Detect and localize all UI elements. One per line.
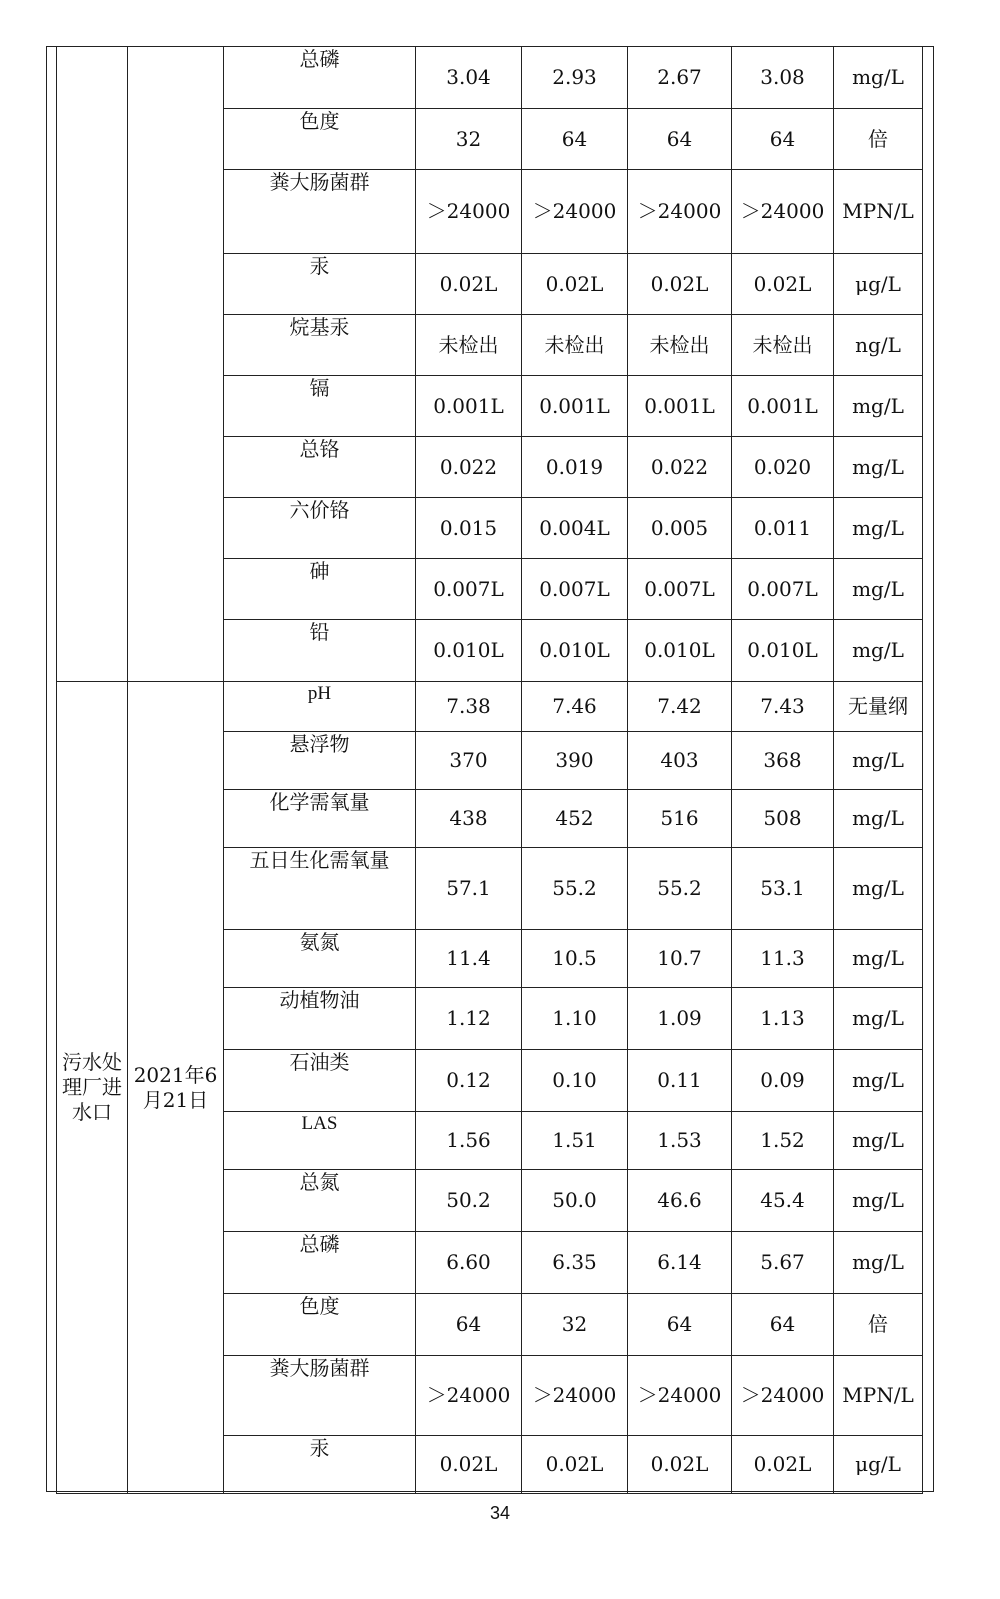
measurement-value: 0.02L <box>416 1436 522 1494</box>
measurement-value: 50.0 <box>522 1170 628 1232</box>
table-body <box>57 47 923 1494</box>
parameter-name: 烷基汞 <box>224 315 416 376</box>
unit-cell: mg/L <box>834 930 923 988</box>
unit-cell: mg/L <box>834 1112 923 1170</box>
unit-cell: mg/L <box>834 790 923 848</box>
unit-cell: mg/L <box>834 988 923 1050</box>
sampling-date-cell: 2021年6月21日 <box>128 682 224 1494</box>
parameter-name: 总磷 <box>224 47 416 109</box>
measurement-value: 3.08 <box>732 47 834 109</box>
parameter-name: 粪大肠菌群 <box>224 170 416 254</box>
parameter-name: 砷 <box>224 559 416 620</box>
unit-cell: mg/L <box>834 437 923 498</box>
measurement-value: 1.09 <box>628 988 732 1050</box>
measurement-value: 0.022 <box>628 437 732 498</box>
unit-cell: mg/L <box>834 732 923 790</box>
measurement-value: 1.51 <box>522 1112 628 1170</box>
measurement-value: 7.42 <box>628 682 732 732</box>
unit-cell: mg/L <box>834 620 923 682</box>
parameter-name: LAS <box>224 1112 416 1170</box>
measurement-value: 0.020 <box>732 437 834 498</box>
sampling-date-cell <box>128 47 224 682</box>
measurement-value: 未检出 <box>732 315 834 376</box>
measurement-value: 0.12 <box>416 1050 522 1112</box>
measurement-value: 0.005 <box>628 498 732 559</box>
measurement-value: 0.015 <box>416 498 522 559</box>
measurement-value: 438 <box>416 790 522 848</box>
measurement-value: 46.6 <box>628 1170 732 1232</box>
unit-cell: MPN/L <box>834 1356 923 1436</box>
measurement-value: 0.001L <box>522 376 628 437</box>
measurement-value: 0.011 <box>732 498 834 559</box>
unit-cell: mg/L <box>834 1050 923 1112</box>
parameter-name: 六价铬 <box>224 498 416 559</box>
unit-cell: μg/L <box>834 254 923 315</box>
table-row <box>57 682 923 732</box>
unit-cell: 无量纲 <box>834 682 923 732</box>
parameter-name: 动植物油 <box>224 988 416 1050</box>
measurement-value: 390 <box>522 732 628 790</box>
parameter-name: pH <box>224 682 416 732</box>
measurement-value: 0.022 <box>416 437 522 498</box>
unit-cell: 倍 <box>834 109 923 170</box>
measurement-value: 0.02L <box>628 1436 732 1494</box>
parameter-name: 石油类 <box>224 1050 416 1112</box>
measurement-value: 2.67 <box>628 47 732 109</box>
unit-cell: μg/L <box>834 1436 923 1494</box>
measurement-value: 64 <box>416 1294 522 1356</box>
unit-cell: mg/L <box>834 1170 923 1232</box>
measurement-value: 370 <box>416 732 522 790</box>
measurement-value: ＞24000 <box>628 1356 732 1436</box>
unit-cell: mg/L <box>834 1232 923 1294</box>
unit-cell: mg/L <box>834 47 923 109</box>
measurement-value: 6.14 <box>628 1232 732 1294</box>
measurement-value: 未检出 <box>628 315 732 376</box>
measurement-value: 0.10 <box>522 1050 628 1112</box>
measurement-value: 0.02L <box>732 254 834 315</box>
measurement-value: 0.007L <box>416 559 522 620</box>
measurement-value: 516 <box>628 790 732 848</box>
measurement-value: 403 <box>628 732 732 790</box>
parameter-name: 氨氮 <box>224 930 416 988</box>
measurement-value: 0.019 <box>522 437 628 498</box>
measurement-value: 508 <box>732 790 834 848</box>
parameter-name: 粪大肠菌群 <box>224 1356 416 1436</box>
measurement-value: 64 <box>628 109 732 170</box>
measurement-value: ＞24000 <box>628 170 732 254</box>
measurement-value: 45.4 <box>732 1170 834 1232</box>
parameter-name: 铅 <box>224 620 416 682</box>
parameter-name: 镉 <box>224 376 416 437</box>
measurement-value: ＞24000 <box>522 1356 628 1436</box>
measurement-value: 10.7 <box>628 930 732 988</box>
measurement-value: 64 <box>522 109 628 170</box>
measurement-value: 1.53 <box>628 1112 732 1170</box>
measurement-value: 10.5 <box>522 930 628 988</box>
measurement-value: 50.2 <box>416 1170 522 1232</box>
measurement-value: 11.3 <box>732 930 834 988</box>
parameter-name: 汞 <box>224 254 416 315</box>
measurement-value: 32 <box>522 1294 628 1356</box>
measurement-value: 0.010L <box>522 620 628 682</box>
measurement-value: 0.007L <box>522 559 628 620</box>
measurement-value: ＞24000 <box>416 1356 522 1436</box>
measurement-value: 0.007L <box>732 559 834 620</box>
measurement-value: 7.38 <box>416 682 522 732</box>
measurement-value: 0.001L <box>628 376 732 437</box>
measurement-value: 未检出 <box>522 315 628 376</box>
measurement-value: 53.1 <box>732 848 834 930</box>
measurement-value: 0.11 <box>628 1050 732 1112</box>
unit-cell: 倍 <box>834 1294 923 1356</box>
parameter-name: 汞 <box>224 1436 416 1494</box>
measurement-value: 1.56 <box>416 1112 522 1170</box>
measurement-value: 64 <box>732 1294 834 1356</box>
measurement-value: 7.46 <box>522 682 628 732</box>
measurement-value: 452 <box>522 790 628 848</box>
parameter-name: 化学需氧量 <box>224 790 416 848</box>
parameter-name: 总氮 <box>224 1170 416 1232</box>
measurement-value: ＞24000 <box>522 170 628 254</box>
measurement-value: 0.010L <box>628 620 732 682</box>
measurement-value: 0.02L <box>628 254 732 315</box>
unit-cell: mg/L <box>834 498 923 559</box>
unit-cell: mg/L <box>834 376 923 437</box>
parameter-name: 总磷 <box>224 1232 416 1294</box>
measurement-value: 7.43 <box>732 682 834 732</box>
measurement-value: 0.004L <box>522 498 628 559</box>
measurement-value: 1.12 <box>416 988 522 1050</box>
sampling-site-cell <box>57 47 128 682</box>
measurement-value: 5.67 <box>732 1232 834 1294</box>
measurement-value: 0.001L <box>416 376 522 437</box>
measurement-value: 0.02L <box>522 1436 628 1494</box>
measurement-value: 64 <box>628 1294 732 1356</box>
measurement-value: 55.2 <box>522 848 628 930</box>
measurement-value: 0.02L <box>732 1436 834 1494</box>
measurement-value: 3.04 <box>416 47 522 109</box>
measurement-value: ＞24000 <box>732 170 834 254</box>
measurement-value: 32 <box>416 109 522 170</box>
measurement-value: 0.09 <box>732 1050 834 1112</box>
monitoring-results-table <box>56 46 923 1494</box>
measurement-value: 1.52 <box>732 1112 834 1170</box>
parameter-name: 色度 <box>224 1294 416 1356</box>
measurement-value: 64 <box>732 109 834 170</box>
parameter-name: 悬浮物 <box>224 732 416 790</box>
table-row <box>57 47 923 109</box>
unit-cell: MPN/L <box>834 170 923 254</box>
measurement-value: 1.10 <box>522 988 628 1050</box>
unit-cell: mg/L <box>834 559 923 620</box>
measurement-value: ＞24000 <box>732 1356 834 1436</box>
measurement-value: ＞24000 <box>416 170 522 254</box>
measurement-value: 未检出 <box>416 315 522 376</box>
measurement-value: 0.001L <box>732 376 834 437</box>
measurement-value: 0.007L <box>628 559 732 620</box>
measurement-value: 57.1 <box>416 848 522 930</box>
measurement-value: 0.010L <box>732 620 834 682</box>
page-number: 34 <box>489 1503 511 1523</box>
parameter-name: 色度 <box>224 109 416 170</box>
measurement-value: 0.010L <box>416 620 522 682</box>
unit-cell: mg/L <box>834 848 923 930</box>
measurement-value: 2.93 <box>522 47 628 109</box>
measurement-value: 0.02L <box>416 254 522 315</box>
measurement-value: 0.02L <box>522 254 628 315</box>
measurement-value: 368 <box>732 732 834 790</box>
unit-cell: ng/L <box>834 315 923 376</box>
sampling-site-cell: 污水处理厂进水口 <box>57 682 128 1494</box>
measurement-value: 1.13 <box>732 988 834 1050</box>
parameter-name: 五日生化需氧量 <box>224 848 416 930</box>
measurement-value: 6.60 <box>416 1232 522 1294</box>
measurement-value: 6.35 <box>522 1232 628 1294</box>
measurement-value: 11.4 <box>416 930 522 988</box>
parameter-name: 总铬 <box>224 437 416 498</box>
measurement-value: 55.2 <box>628 848 732 930</box>
